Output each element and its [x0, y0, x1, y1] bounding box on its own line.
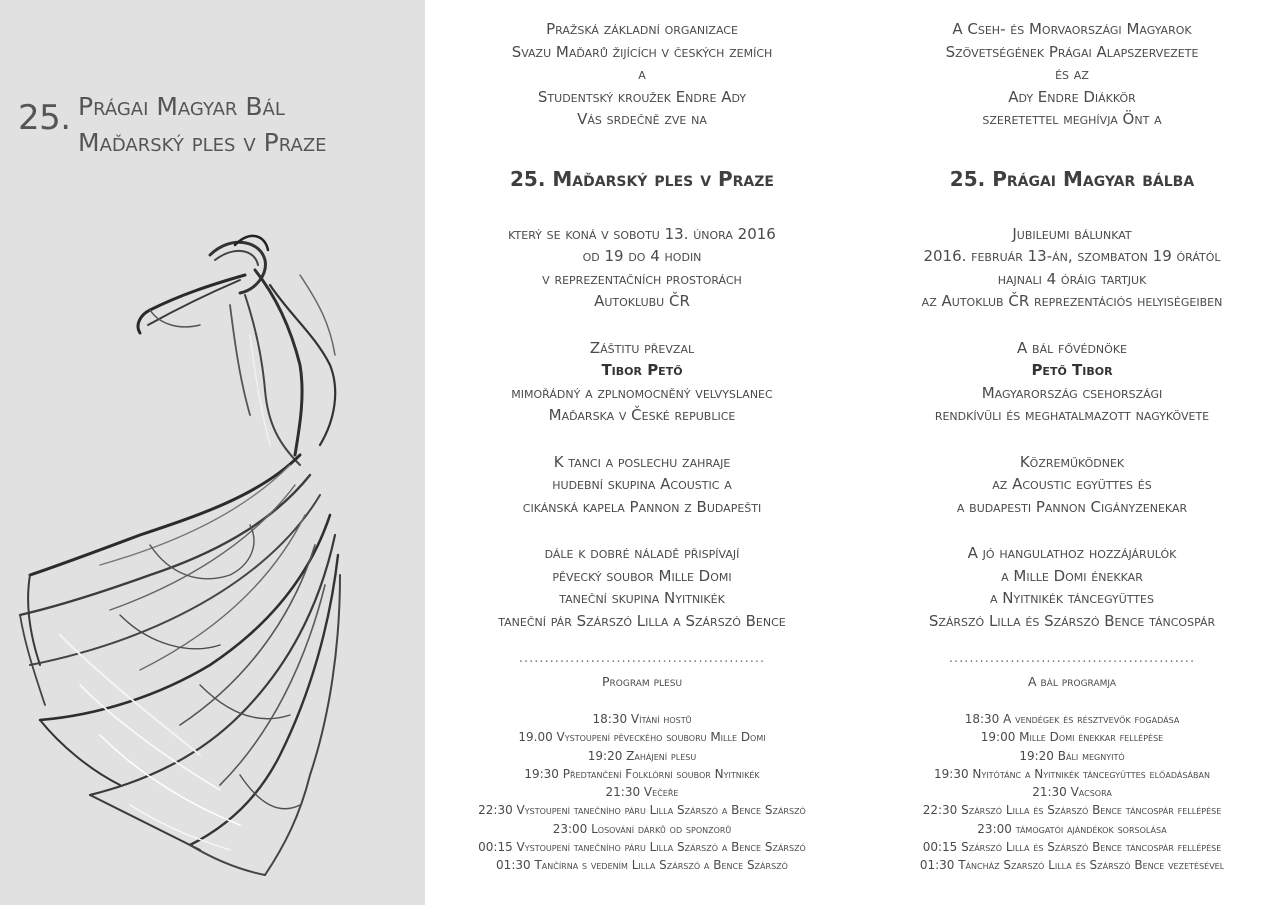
title-hungarian: Prágai Magyar Bál: [78, 92, 285, 121]
performer-line: pěvecký soubor Mille Domi: [552, 566, 732, 585]
intro-line: Vás srdečně zve na: [577, 110, 707, 128]
intro-line: a: [638, 65, 646, 83]
date-line: Autoklubu ČR: [594, 292, 690, 310]
intro-line: Studentský kroužek Endre Ady: [537, 87, 747, 106]
date-line: v reprezentačních prostorách: [542, 269, 742, 288]
dotted-divider: ................................................: [948, 651, 1196, 666]
hungarian-invitation-column: [862, 18, 1280, 875]
intro-line: A Cseh- és Morvaországi Magyarok: [952, 20, 1192, 38]
program-item: 01:30 Tančírna s vedením Lilla Szárszó a Bence Szárszó: [496, 858, 788, 873]
intro-line: Pražská základní organizace: [546, 20, 738, 38]
date-line: od 19 do 4 hodin: [582, 247, 702, 265]
program-item: 23:00 támogatói ajándékok sorsolása: [977, 821, 1167, 836]
performer-line: Szárszó Lilla és Szárszó Bence táncospár: [928, 611, 1216, 630]
music-line: a budapesti Pannon Cigányzenekar: [956, 497, 1188, 516]
program-item: 18:30 Vítání hostů: [592, 712, 692, 726]
patron-role: mimořádný a zplnomocněný velvyslanec: [511, 383, 773, 402]
music-line: K tanci a poslechu zahraje: [553, 452, 731, 471]
program-item: 19:30 Nyitótánc a Nyitnikék táncegyüttes előadásában: [934, 766, 1210, 781]
date-line: hajnali 4 óráig tartjuk: [997, 269, 1147, 288]
patron-intro: A bál fővédnöke: [1017, 338, 1127, 357]
performer-line: A jó hangulathoz hozzájárulók: [967, 544, 1177, 562]
program-heading: A bál programja: [1027, 674, 1117, 689]
patron-intro: Záštitu převzal: [589, 338, 695, 357]
program-item: 21:30 Večeře: [605, 785, 679, 800]
cover-panel: [0, 0, 425, 905]
date-line: 2016. február 13-án, szombaton 19 órától: [923, 247, 1221, 265]
intro-line: Svazu Maďarů žijících v českých zemích: [511, 42, 773, 61]
performer-line: a Mille Domi énekkar: [1001, 566, 1143, 585]
patron-role: Magyarország csehországi: [981, 383, 1163, 402]
performer-line: taneční skupina Nyitnikék: [559, 589, 725, 607]
program-item: 00:15 Szárszó Lilla és Szárszó Bence táncospár fellépése: [922, 840, 1222, 855]
performer-line: taneční pár Szárszó Lilla a Szárszó Bence: [498, 611, 786, 630]
ball-number: 25.: [18, 98, 71, 138]
patron-name: Pető Tibor: [1031, 361, 1113, 379]
music-line: Közreműködnek: [1019, 452, 1125, 471]
czech-invitation-column: [432, 18, 852, 875]
program-item: 00:15 Vystoupení tanečního páru Lilla Szárszó a Bence Szárszó: [478, 840, 806, 855]
patron-role: rendkívüli és meghatalmazott nagykövete: [934, 406, 1210, 424]
program-item: 22:30 Szárszó Lilla és Szárszó Bence táncospár fellépése: [922, 803, 1222, 818]
program-item: 23:00 Losování dárků od sponzorů: [552, 821, 732, 836]
title-czech: Maďarský ples v Praze: [78, 128, 327, 157]
dotted-divider: ................................................: [518, 651, 766, 666]
program-item: 19:30 Předtančení Folklórní soubor Nyitnikék: [524, 766, 760, 781]
program-item: 19.00 Vystoupení pěveckého souboru Mille Domi: [518, 730, 766, 745]
patron-name: Tibor Pető: [601, 361, 683, 379]
patron-role: Maďarska v České republice: [548, 406, 736, 424]
performer-line: dále k dobré náladě přispívají: [544, 544, 740, 562]
program-item: 21:30 Vacsora: [1032, 785, 1112, 800]
date-line: az Autoklub ČR reprezentációs helyiségeiben: [921, 292, 1223, 310]
program-item: 19:00 Mille Domi énekkar fellépése: [980, 730, 1164, 745]
program-item: 22:30 Vystoupení tanečního páru Lilla Szárszó a Bence Szárszó: [478, 803, 806, 818]
program-item: 19:20 Zahájení plesu: [587, 748, 697, 763]
intro-line: Ady Endre Diákkör: [1008, 87, 1136, 106]
program-item: 19:20 Báli megnyitó: [1019, 748, 1125, 763]
intro-line: Szövetségének Prágai Alapszervezete: [945, 42, 1199, 61]
music-line: cikánská kapela Pannon z Budapešti: [522, 497, 762, 516]
date-line: který se koná v sobotu 13. února 2016: [508, 224, 776, 243]
program-heading: Program plesu: [601, 674, 683, 689]
music-line: hudební skupina Acoustic a: [552, 475, 732, 493]
intro-line: és az: [1055, 65, 1089, 83]
program-item: 18:30 A vendégek és résztvevők fogadása: [964, 712, 1180, 726]
intro-line: szeretettel meghívja Önt a: [982, 110, 1162, 128]
music-line: az Acoustic együttes és: [992, 475, 1152, 493]
dancer-sketch-illustration: [0, 215, 425, 905]
program-item: 01:30 Táncház Szarszó Lilla és Szárszó Bence vezetésével: [919, 858, 1225, 873]
date-line: Jubileumi bálunkat: [1012, 224, 1132, 243]
performer-line: a Nyitnikék táncegyüttes: [990, 589, 1154, 607]
event-headline: 25. Maďarský ples v Praze: [510, 166, 774, 191]
event-headline: 25. Prágai Magyar bálba: [949, 166, 1195, 191]
